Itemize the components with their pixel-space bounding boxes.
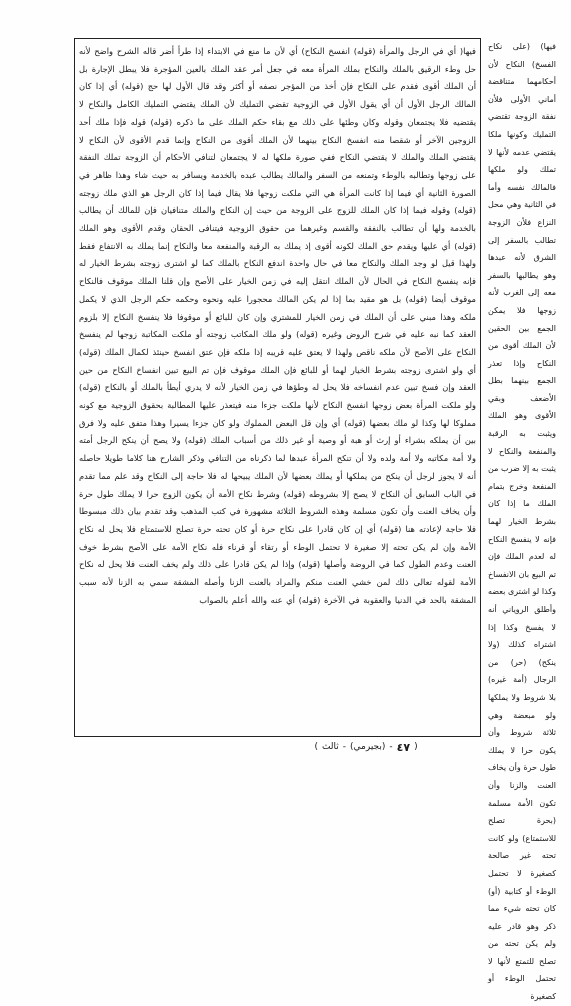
main-text-frame [74,38,481,737]
footer-dash: - [342,742,347,752]
page-number: ٤٧ [396,740,411,754]
footer-paren-open: ( [414,742,418,752]
page [10,20,561,1002]
book-name: (بجيرمي) [350,742,386,752]
footer-paren-close: ) [314,742,318,752]
volume-label: ثالث [321,742,339,752]
page-footer [296,739,436,755]
footer-dash: - [389,742,393,752]
margin-commentary-text: فيها) (على نكاح الفسخ) النكاح لأن أحكامهما متناقضة أماني الأولى فلأن نفقة الزوجة تقتضي التمليك وكونها ملكا يقتضي عدمه لأنها لا تملك ولو ملكها فالمالك نفسه وأما في الثانية وهي محل النزاع فلأن الزوجة تطالب بالسفر إلى الشرق لأنه عبدها وهو يطالبها بالسفر معه إلى الغرب لأنه زوجها فلا يمكن الجمع بين الحقين لأن الملك أقوى من النكاح وإذا تعذر الجمع بينهما بطل الأضعف وبقي الأقوى وهو الملك ويثبت به الرقبة والمنفعة والنكاح لا يثبت به إلا ضرب من المنفعة وخرج بتمام الملك ما إذا كان بشرط الخيار لهما فإنه لا ينفسخ النكاح له لعدم الملك فإن تم البيع بان الانفساخ وكذا لو اشترى بعضه وأطلق الروياني أنه لا يفسخ وكذا إذا اشتراه كذلك (ولا ينكح) (حر) من الرجال (أمة غيره) بلا شروط ولا يملكها ولو مبعضة وهي ثلاثة شروط وأن يكون حرا لا يملك طول حرة وأن يخاف العنت والزنا وأن تكون الأمة مسلمة (بحرة تصلح للاستمتاع) ولو كانت تحته غير صالحة كصغيرة لا تحتمل الوطء أو كتابية (أو) كان تحته شيء مما ذكر وهو قادر عليه ولم يكن تحته من تصلح للتمتع لأنها لا تحتمل الوطء أو كصغيرة [488,42,556,1002]
main-body-text: فيها( أي في الرجل والمرأة (قوله) انفسخ النكاح) أي لأن ما منع في الابتداء إذا طرأ أضر قاله الشرح واضح لأنه حل وطء الرقيق بالملك والنكاح بملك المرأة معه في جعل أمر عقد الملك بالعين المؤجرة فلا يبطل الإجارة بل أن الملك أقوى فقدم على النكاح فإن أخذ من المؤجر نصفه أو أكثر وقد قال الأول لها حج (قوله) أي إذا كان المالك الرجل الأول أن أي يقول الأول في الزوجية تقضي التمليك لأن الملك يقتضي التمليك الكامل والنكاح لا يقتضيه فلا يجتمعان وقوله وكان وطئها على ذلك مع بقاء حكم الملك على ما ذكره (قوله) قوله فإذا ملك أحد الزوجين الآخر أو شقصا منه انفسخ النكاح بينهما لأن الملك أقوى من النكاح وإنما قدم الأقوى لأن النكاح لا يقتضي الملك والملك لا يقتضي النكاح ففي صورة ملكها له لا يجتمعان لتنافي الأحكام أن الزوجة تملك النفقة على زوجها وتطالبه بالوطء وتمنعه من السفر والمالك يطالب عبده بالخدمة ويسافر به حيث شاء وهذا ظاهر في الصورة الثانية أي فيما إذا كانت المرأة هي التي ملكت زوجها فلا يقال فيما إذا كان الرجل هو الذي ملك زوجته (قوله) وقوله فيما إذا كان الملك للزوج على الزوجة من حيث إن النكاح والملك متنافيان فإن للمالك أن يطالب بالخدمة ولها أن تطالب بالنفقة والقسم وغيرهما من حقوق الزوجية فيتنافى الحقان وقدم الأقوى وهو الملك (قوله) أي عليها ويقدم حق الملك لكونه أقوى إذ يملك به الرقبة والمنفعة معا والنكاح إنما يملك به الانتفاع فقط ولهذا قيل لو وجد الملك والنكاح معا في حال واحدة اندفع النكاح بالملك كما لو اشترى زوجته بشرط الخيار له فإنه ينفسخ النكاح في الحال لأن الملك انتقل إليه في زمن الخيار على الأصح وإن قلنا الملك موقوف فالنكاح موقوف أيضا (قوله) بل هو مقيد بما إذا لم يكن المالك محجورا عليه ونحوه وحكمه حكم الرجل الذي لا يكمل ملكه وهذا مبني على أن الملك في زمن الخيار للمشتري وإن كان للبائع أو موقوفا فلا ينفسخ النكاح إلا بلزوم العقد كما نبه عليه في شرح الروض وغيره (قوله) ولو ملك المكاتب زوجته أو ملكت المكاتبة زوجها لم ينفسخ النكاح على الأصح لأن ملكه ناقص ولهذا لا يعتق عليه قريبه إذا ملكه فإن عتق انفسخ حينئذ لكمال الملك (قوله) أي ولو اشترى زوجته بشرط الخيار لهما أو للبائع فإن الملك موقوف فإن تم البيع تبين انفساخ النكاح من حين العقد وإن فسخ تبين عدم انفساخه فلا يحل له وطؤها في زمن الخيار لأنه لا يدري أيطأ بالملك أو بالنكاح (قوله) ولو ملكت المرأة بعض زوجها انفسخ النكاح لأنها ملكت جزءا منه فيتعذر عليها المطالبة بحقوق الزوجية مع كونه مملوكا لها وكذا لو ملك بعضها (قوله) أي وإن قل البعض المملوك ولو كان جزءا يسيرا وهذا متفق عليه ولا فرق بين أن يملكه بشراء أو إرث أو هبة أو وصية أو غير ذلك من أسباب الملك (قوله) ولا يصح أن ينكح الرجل أمته ولا أمة مكاتبه ولا أمة ولده ولا أن تنكح المرأة عبدها لما ذكرناه من التنافي وذكر الشارح هنا كلاما طويلا حاصله أنه لا يجوز لرجل أن ينكح من يملكها أو يملك بعضها لأن الملك يبيحها له فلا حاجة إلى النكاح وقد علم مما تقدم في الباب السابق أن النكاح لا يصح إلا بشروطه (قوله) وشرط نكاح الأمة أن يكون الزوج حرا لا يملك طول حرة وأن يخاف العنت وأن تكون مسلمة وهذه الشروط الثلاثة مشهورة في كتب المذهب وقد تقدم بيان ذلك مبسوطا فلا حاجة لإعادته هنا (قوله) أي إن كان قادرا على نكاح حرة أو كان تحته حرة تصلح للاستمتاع فلا يحل له نكاح الأمة وإن لم يكن تحته إلا صغيرة لا تحتمل الوطء أو رتقاء أو قرناء فله نكاح الأمة على الأصح بشرط خوف العنت وعدم الطول كما في الروضة وأصلها (قوله) وإذا لم يكن قادرا على ذلك ولم يخف العنت فلا يحل له نكاح الأمة لقوله تعالى ذلك لمن خشي العنت منكم والمراد بالعنت الزنا وأصله المشقة سمي به الزنا لأنه سبب المشقة بالحد في الدنيا والعقوبة في الآخرة (قوله) أي عنه والله أعلم بالصواب [79,46,476,605]
